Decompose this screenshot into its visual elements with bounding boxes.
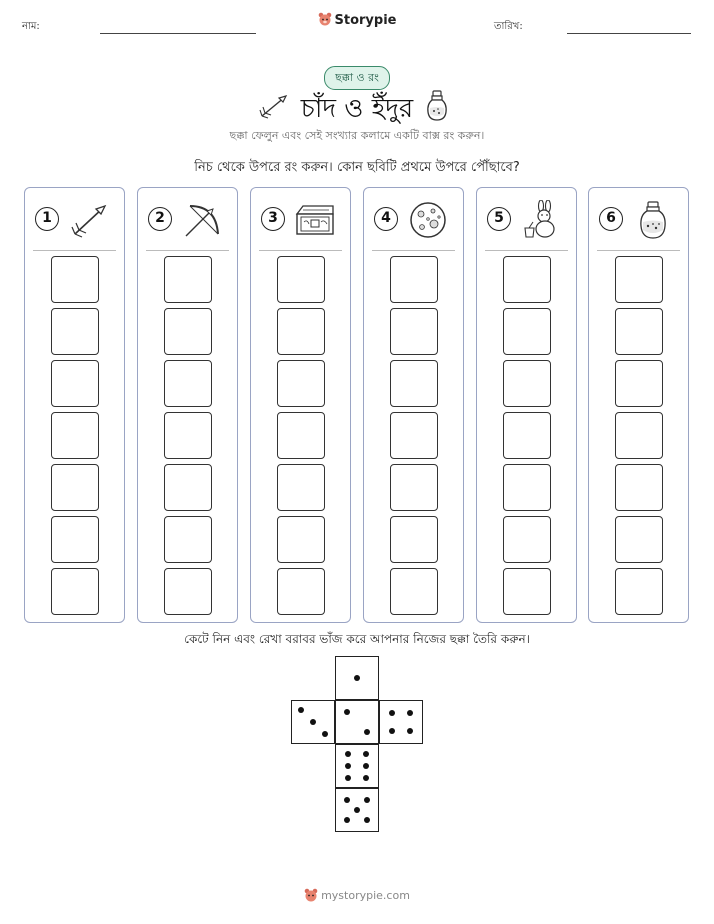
color-box[interactable] — [615, 308, 663, 355]
dice-face-2 — [335, 700, 379, 744]
dice-pip — [298, 707, 304, 713]
dice-pip — [407, 710, 413, 716]
color-box[interactable] — [51, 308, 99, 355]
color-box[interactable] — [277, 308, 325, 355]
color-box[interactable] — [164, 568, 212, 615]
color-box[interactable] — [390, 308, 438, 355]
dice-pip — [364, 729, 370, 735]
color-box[interactable] — [164, 412, 212, 459]
instruction: নিচ থেকে উপরে রং করুন। কোন ছবিটি প্রথমে উপরে পৌঁছাবে? — [194, 160, 520, 175]
color-box[interactable] — [503, 308, 551, 355]
dice-pip — [389, 710, 395, 716]
dice-pip — [322, 731, 328, 737]
subtitle: ছক্কা ফেলুন এবং সেই সংখ্যার কলামে একটি বাক্স রং করুন। — [229, 129, 485, 142]
column-divider — [485, 250, 568, 251]
color-box[interactable] — [615, 516, 663, 563]
color-box[interactable] — [615, 412, 663, 459]
color-box[interactable] — [51, 256, 99, 303]
color-box[interactable] — [390, 412, 438, 459]
dice-face-3 — [291, 700, 335, 744]
color-box[interactable] — [503, 568, 551, 615]
color-box[interactable] — [51, 412, 99, 459]
column-divider — [33, 250, 116, 251]
color-box[interactable] — [164, 360, 212, 407]
dice-pip — [364, 817, 370, 823]
color-box[interactable] — [503, 516, 551, 563]
dice-face-6 — [335, 744, 379, 788]
column-number: 1 — [35, 207, 59, 231]
page-title: চাঁদ ও ইঁদুর — [300, 94, 414, 124]
dice-pip — [344, 709, 350, 715]
column-5 — [476, 187, 577, 623]
color-box[interactable] — [390, 516, 438, 563]
color-box[interactable] — [390, 568, 438, 615]
dice-pip — [344, 817, 350, 823]
color-box[interactable] — [277, 568, 325, 615]
dice-pip — [344, 797, 350, 803]
brand-logo — [0, 12, 714, 28]
color-box[interactable] — [164, 256, 212, 303]
potion-title-icon — [426, 90, 448, 122]
bear-footer-icon — [304, 888, 318, 902]
color-box[interactable] — [503, 256, 551, 303]
column-number: 4 — [374, 207, 398, 231]
color-box[interactable] — [277, 360, 325, 407]
column-number: 5 — [487, 207, 511, 231]
column-4 — [363, 187, 464, 623]
color-box[interactable] — [164, 464, 212, 511]
color-box[interactable] — [164, 308, 212, 355]
dice-pip — [345, 763, 351, 769]
arrow-icon — [67, 200, 111, 240]
name-line — [100, 33, 256, 34]
dice-face-5 — [335, 788, 379, 832]
potion-bottle-icon — [631, 200, 675, 240]
color-box[interactable] — [503, 464, 551, 511]
column-number: 3 — [261, 207, 285, 231]
dice-pip — [363, 751, 369, 757]
bow-icon — [180, 200, 224, 240]
column-3 — [250, 187, 351, 623]
color-box[interactable] — [615, 256, 663, 303]
column-divider — [372, 250, 455, 251]
activity-badge: ছক্কা ও রং — [324, 66, 390, 90]
color-box[interactable] — [51, 360, 99, 407]
color-box[interactable] — [615, 568, 663, 615]
dice-pip — [363, 775, 369, 781]
dice-pip — [407, 728, 413, 734]
dice-pip — [345, 775, 351, 781]
dice-pip — [364, 797, 370, 803]
color-box[interactable] — [277, 516, 325, 563]
color-box[interactable] — [503, 360, 551, 407]
treasure-chest-icon — [293, 200, 337, 240]
color-box[interactable] — [615, 360, 663, 407]
name-label: নাম: — [22, 21, 40, 32]
color-box[interactable] — [164, 516, 212, 563]
dice-pip — [389, 728, 395, 734]
column-divider — [259, 250, 342, 251]
column-6 — [588, 187, 689, 623]
color-box[interactable] — [390, 360, 438, 407]
date-label: তারিখ: — [494, 21, 523, 32]
dice-pip — [354, 807, 360, 813]
dice-face-1 — [335, 656, 379, 700]
dice-pip — [363, 763, 369, 769]
color-box[interactable] — [277, 412, 325, 459]
column-1 — [24, 187, 125, 623]
color-box[interactable] — [51, 516, 99, 563]
column-2 — [137, 187, 238, 623]
color-box[interactable] — [390, 464, 438, 511]
brand-name: Storypie — [334, 13, 397, 28]
bear-logo-icon — [318, 12, 332, 26]
color-box[interactable] — [51, 464, 99, 511]
color-box[interactable] — [277, 256, 325, 303]
dice-pip — [310, 719, 316, 725]
cut-instruction: কেটে নিন এবং রেখা বরাবর ভাঁজ করে আপনার নিজের ছক্কা তৈরি করুন। — [184, 632, 530, 646]
dice-pip — [345, 751, 351, 757]
column-divider — [146, 250, 229, 251]
color-box[interactable] — [503, 412, 551, 459]
rabbit-icon — [519, 200, 563, 240]
footer-url: mystorypie.com — [321, 889, 410, 902]
color-box[interactable] — [615, 464, 663, 511]
dice-pip — [354, 675, 360, 681]
color-box[interactable] — [51, 568, 99, 615]
dice-face-4 — [379, 700, 423, 744]
column-divider — [597, 250, 680, 251]
color-box[interactable] — [277, 464, 325, 511]
color-box[interactable] — [390, 256, 438, 303]
moon-icon — [406, 200, 450, 240]
footer — [0, 888, 714, 902]
column-number: 2 — [148, 207, 172, 231]
column-number: 6 — [599, 207, 623, 231]
date-line — [567, 33, 691, 34]
